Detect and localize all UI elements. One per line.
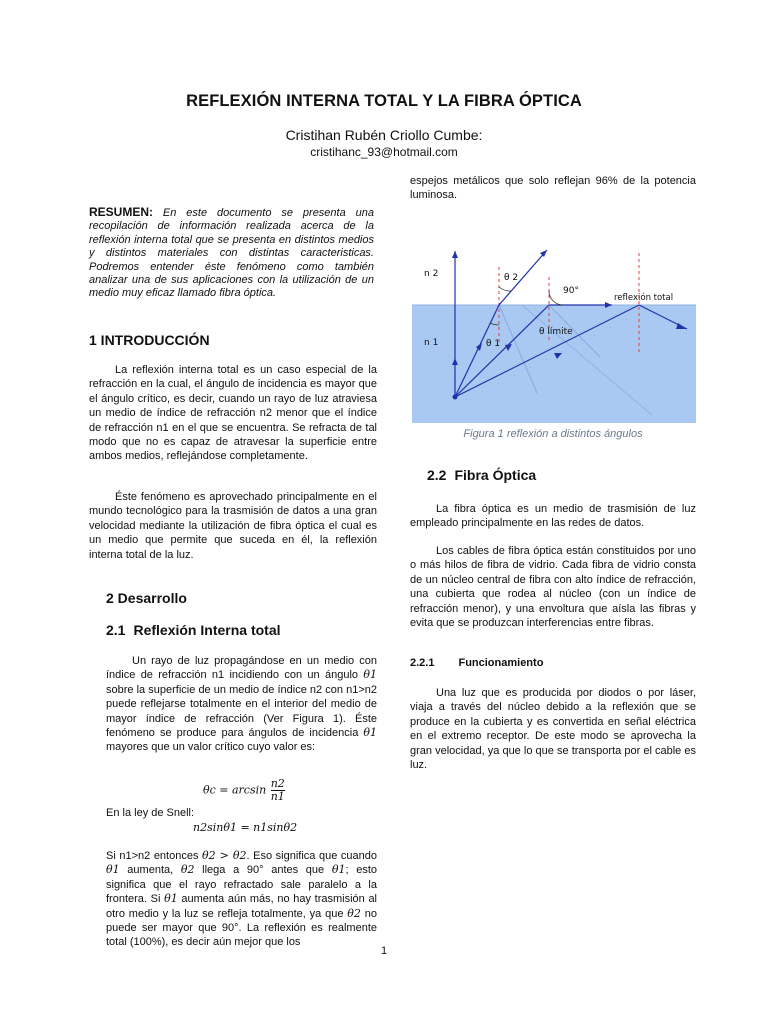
text-run: aumenta aún más, no hay trasmisión al otro medio y la luz se refleja totalmente, ya que <box>106 893 378 920</box>
snell-intro: En la ley de Snell: <box>106 807 195 819</box>
text-run: no puede ser mayor que 90°. La reflexión es realmente total (100%), es decir aún mejor que los <box>106 907 377 949</box>
fibra-paragraph-2: Los cables de fibra óptica están constituidos por uno o más hilos de fibra de vidrio. Cada fibra de vidrio consta de un núcleo central de fibra con alto índice de refracción, una cubierta que rodea al núcleo (con un índice de refracción menor), y una envoltura que aísla las fibras y evita que se produzcan interferencias entre fibras. <box>410 545 696 630</box>
theta1-symbol: θ1 <box>106 863 120 877</box>
abstract-text: En este documento se presenta una recopilación de información realizada acerca de la reflexión interna total que se presenta en distintos medios y distintos materiales con distintas caracteristicas. Podremos entender éste fenómeno como también analizar una de sus aplicaciones con la utilización de un medio muy eficaz llamado fibra óptica. <box>89 207 374 300</box>
theta1-symbol: θ1 <box>331 863 346 877</box>
theta2-symbol: θ2 <box>347 906 361 920</box>
heading-2-2-1 <box>410 657 543 669</box>
funcionamiento-paragraph: Una luz que es producida por diodos o por láser, viaja a través del núcleo debido a la reflexión que se produce en la cubierta y es convertida en señal eléctrica en el extremo receptor. De este modo se aprovecha la gran velocidad, ya que lo que se transporta por el cable es luz. <box>410 687 696 772</box>
numerator: n2 <box>270 777 285 790</box>
text-run: . Eso significa que cuando <box>246 850 377 862</box>
heading-2-1 <box>106 622 281 638</box>
section-title: Fibra Óptica <box>454 467 537 483</box>
abstract <box>89 206 374 301</box>
fibra-paragraph-1: La fibra óptica es un medio de trasmisión de luz empleado principalmente en las redes de datos. <box>410 503 696 530</box>
theta1-symbol: θ1 <box>363 668 377 682</box>
text-run: llega a 90° antes que <box>194 864 332 877</box>
arc-theta2 <box>499 287 511 291</box>
theta2-symbol: θ2 <box>180 863 195 877</box>
intro-paragraph-2: Éste fenómeno es aprovechado principalmente en el mundo tecnológico para la trasmisión de datos a una gran velocidad mediante la utilización de fibra óptica el cual es un medio que permite que suceda en él, la reflexión interna total de la luz. <box>89 491 377 561</box>
arrow-head <box>452 251 458 258</box>
critical-angle-equation <box>203 778 285 803</box>
theta1-symbol: θ1 <box>363 726 377 740</box>
theta1-symbol: θ1 <box>164 892 178 906</box>
paper-title: REFLEXIÓN INTERNA TOTAL Y LA FIBRA ÓPTICA <box>186 92 582 110</box>
heading-desarrollo: 2 Desarrollo <box>106 590 187 606</box>
reflexion-paragraph-1 <box>106 654 377 755</box>
denominator: n1 <box>270 790 285 803</box>
figure-caption: Figura 1 reflexión a distintos ángulos <box>463 428 643 440</box>
label-theta2: θ 2 <box>504 273 519 283</box>
arc-90 <box>549 291 563 305</box>
fraction <box>271 778 285 803</box>
figure-reflexion <box>412 243 696 423</box>
col2-top-paragraph: espejos metálicos que solo reflejan 96% de la potencia luminosa. <box>410 175 696 202</box>
label-n1: n 1 <box>424 338 439 348</box>
equation-lhs: θc = arcsin <box>203 783 267 797</box>
section-title: Funcionamiento <box>458 657 544 669</box>
reflexion-paragraph-2 <box>106 849 377 950</box>
text-run: Si n1>n2 entonces <box>106 850 203 862</box>
author-name: Cristihan Rubén Criollo Cumbe: <box>285 127 483 143</box>
page-number: 1 <box>380 945 388 957</box>
text-run: mayores que un valor crítico cuyo valor es: <box>106 741 316 754</box>
text-run: sobre la superficie de un medio de índice n2 con n1>n2 puede reflejarse totalmente en el interior del medio de mayor índice de refracción (Ver Figura 1). Éste fenómeno se produce para ángulos de incidencia <box>106 683 377 740</box>
label-90: 90° <box>563 286 579 296</box>
label-n2: n 2 <box>424 269 439 279</box>
section-number: 2.1 <box>106 622 126 638</box>
section-number: 2.2 <box>427 467 447 483</box>
label-theta-limit: θ límite <box>539 327 573 337</box>
text-run: aumenta, <box>119 864 181 877</box>
intro-paragraph-1: La reflexión interna total es un caso especial de la refracción en la cual, el ángulo de incidencia es mayor que el ángulo crítico, es decir, cuando un rayo de luz atraviesa un medio de índice de refracción n2 menor que el índice de refracción n1 en el que se encuentra. Se refracta de tal modo que no es capaz de atravesar la superficie entre ambos medios, reflejándose completamente. <box>89 364 377 463</box>
abstract-label: RESUMEN: <box>89 205 154 219</box>
author-email: cristihanc_93@hotmail.com <box>310 145 458 159</box>
heading-introduccion: 1 INTRODUCCIÓN <box>89 332 210 348</box>
label-reflexion-total: reflexión total <box>614 293 674 303</box>
theta-inequality: θ2 > θ2 <box>202 849 247 862</box>
light-source <box>453 395 458 400</box>
label-theta1: θ 1 <box>486 339 501 349</box>
heading-2-2 <box>427 467 536 483</box>
section-number: 2.2.1 <box>410 657 435 669</box>
text-run: ; esto significa que el rayo refractado sale paralelo a la frontera. Si <box>106 864 377 906</box>
snell-equation: n2sinθ1 = n1sinθ2 <box>193 821 298 834</box>
section-title: Reflexión Interna total <box>133 622 281 638</box>
text-run: Un rayo de luz propagándose en un medio con índice de refracción n1 incidiendo con un ángulo <box>106 655 377 682</box>
